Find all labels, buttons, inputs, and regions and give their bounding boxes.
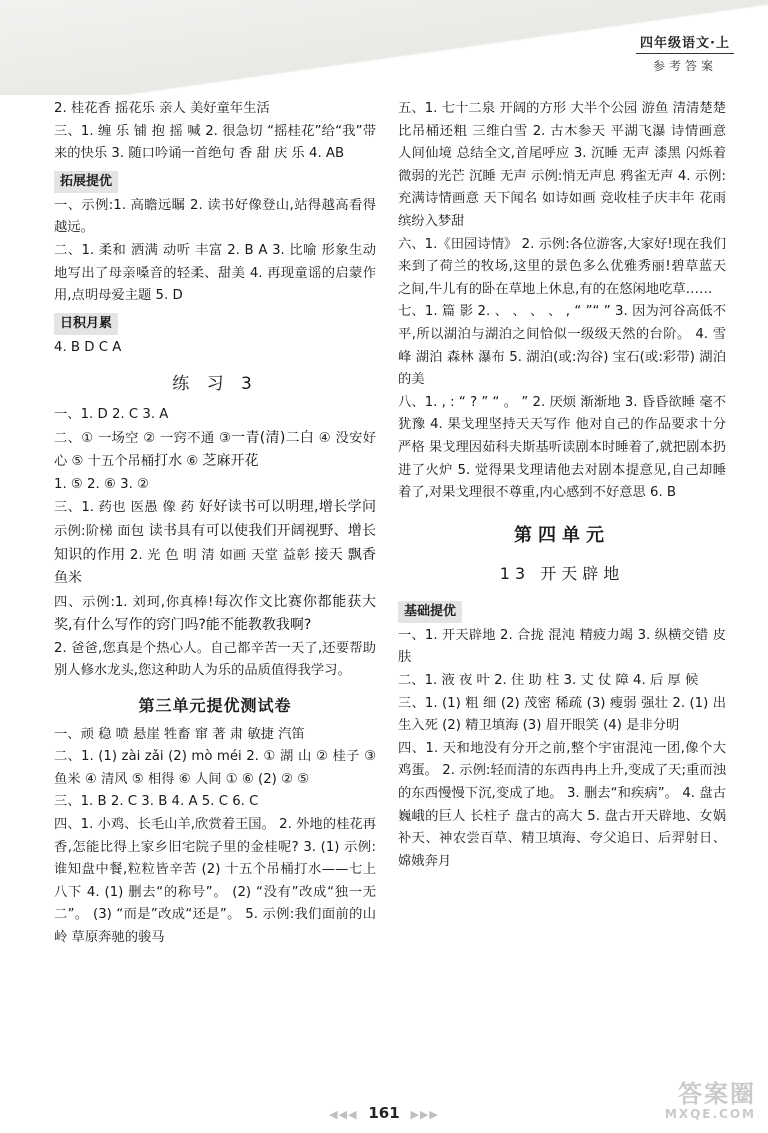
answer-line: 三、1. (1) 粗 细 (2) 茂密 稀疏 (3) 瘦弱 强壮 2. (1) 出生入死 (2) 精卫填海 (3) 眉开眼笑 (4) 是非分明 bbox=[398, 695, 726, 734]
unit-title: 第四单元 bbox=[514, 524, 610, 546]
section-tag-expand: 拓展提优 bbox=[54, 171, 118, 193]
watermark-text: 答案圈 bbox=[678, 1080, 756, 1108]
answer-line: 八、1. , : “ ? ” “ 。 ” 2. 厌烦 渐渐地 3. 昏昏欲睡 毫不犹豫 4. 果戈理坚持天天写作 他对自己的作品要求十分严格 果戈理因茹科夫斯基听读剧本时睡着了,就把剧本扔进了火炉 5. 觉得果戈理请他去对剧本提意见,自己却睡着了,对果戈理很不尊重,内心感到不好意思 6. B bbox=[398, 394, 726, 501]
answer-line: 一、1. D 2. C 3. A bbox=[54, 406, 169, 422]
test-title: 第三单元提优测试卷 bbox=[138, 696, 292, 716]
answer-line: 二、1. 柔和 洒满 动听 丰富 2. B A 3. 比喻 形象生动地写出了母亲嗓音的轻柔、甜美 4. 再现童谣的启蒙作用,点明母爱主题 5. D bbox=[54, 242, 376, 304]
answer-line: 2. 桂花香 摇花乐 亲人 美好童年生活 bbox=[54, 101, 270, 116]
answer-text: ⑥ bbox=[182, 454, 203, 470]
answer-text: 四、示例:1. 刘珂,你真棒! bbox=[54, 594, 214, 610]
exercise-title: 练 习 3 bbox=[172, 374, 258, 395]
prev-arrows-icon: ◀◀◀ bbox=[329, 1108, 358, 1121]
left-column bbox=[54, 98, 376, 950]
answer-line: 四、1. 天和地没有分开之前,整个宇宙混沌一团,像个大鸡蛋。 2. 示例:轻而清的东西冉冉上升,变成了天;重而浊的东西慢慢下沉,变成了地。 3. 删去“和疾病”。 4. 盘古 巍峨的巨人 长柱子 盘古的高大 5. 盘古开天辟地、女娲补天、神农尝百草、精卫填海、夸父追日、后羿射日、嫦娥奔月 bbox=[398, 740, 726, 869]
handwritten-answer: 芝麻开花 bbox=[202, 453, 259, 470]
header bbox=[636, 32, 734, 74]
watermark-url: MXQE.COM bbox=[664, 1107, 756, 1121]
lesson-title: 13 开天辟地 bbox=[499, 564, 625, 584]
right-column bbox=[398, 98, 726, 873]
handwritten-answer: 接天 飘香 鱼米 bbox=[54, 546, 377, 587]
header-subtitle: 参考答案 bbox=[652, 59, 717, 73]
section-tag-daily: 日积月累 bbox=[54, 313, 118, 335]
header-title: 四年级语文·上 bbox=[636, 32, 734, 54]
page-number: 161 bbox=[368, 1104, 400, 1122]
answer-line: 一、顽 稳 喷 悬崖 牲畜 窜 著 肃 敏捷 汽笛 bbox=[54, 726, 305, 742]
answer-line: 五、1. 七十二泉 开阔的方形 大半个公园 游鱼 清清楚楚 比吊桶还粗 三维白雪 2. 古木参天 平湖飞瀑 诗情画意 人间仙境 总结全文,首尾呼应 3. 沉睡 无声 漆黑 闪烁着微弱的光芒 沉睡 无声 示例:悄无声息 鸦雀无声 4. 示例:充满诗情画意 天下闻名 如诗如画 竞收桂子庆丰年 花雨缤纷入梦甜 bbox=[398, 101, 726, 229]
handwritten-answer: 好好读书可以明理,增长学问 bbox=[199, 499, 376, 516]
answer-line: 一、1. 开天辟地 2. 合拢 混沌 精疲力竭 3. 纵横交错 皮肤 bbox=[398, 627, 726, 666]
answer-line: 二、1. 液 夜 叶 2. 住 助 柱 3. 丈 仗 障 4. 后 厚 候 bbox=[398, 673, 699, 689]
answer-line: 一、示例:1. 高瞻远瞩 2. 读书好像登山,站得越高看得越远。 bbox=[54, 197, 376, 236]
answer-line bbox=[54, 496, 376, 590]
answer-line bbox=[54, 591, 376, 638]
answer-text: 示例:阶梯 面包 bbox=[54, 523, 149, 539]
handwritten-answer: 打水 bbox=[154, 453, 183, 470]
handwritten-answer: 一青(清)二白 bbox=[231, 429, 315, 446]
handwritten-answer: 每次作文比赛你都能获大奖,有什么写作的窍门吗?能不能教教我啊? bbox=[54, 593, 376, 634]
answer-line: 三、1. B 2. C 3. B 4. A 5. C 6. C bbox=[54, 794, 259, 810]
answer-text: 三、1. 药也 医愚 像 药 bbox=[54, 500, 200, 516]
answer-line: 四、1. 小鸡、长毛山羊,欣赏着王国。 2. 外地的桂花再香,怎能比得上家乡旧宅院子里的金桂呢? 3. (1) 示例:谁知盘中餐,粒粒皆辛苦 (2) 十五个吊桶打水——七上八下 4. (1) 删去“的称号”。 (2) “没有”改成“独一无二”。 (3) “而是”改成“还是”。 5. 示例:我们面前的山岭 草原奔驰的骏马 bbox=[54, 817, 376, 945]
answer-text: 2. 光 色 明 清 如画 天堂 益彰 bbox=[125, 547, 315, 563]
answer-line: 二、1. (1) zài zǎi (2) mò méi 2. ① 湖 山 ② 桂子 ③ 鱼米 ④ 清风 ⑤ 相得 ⑥ 人间 ① ⑥ (2) ② ⑤ bbox=[54, 749, 376, 787]
answer-line: 2. 爸爸,您真是个热心人。自己都辛苦一天了,还要帮助别人修水龙头,您这种助人为乐的品质值得我学习。 bbox=[54, 640, 376, 679]
watermark-logo bbox=[638, 1081, 756, 1125]
handwritten-answer: 读书具有可以使我们开阔视野、增长知识的作用 bbox=[54, 522, 377, 563]
next-arrows-icon: ▶▶▶ bbox=[410, 1108, 439, 1121]
answer-line bbox=[54, 427, 376, 474]
section-tag-basic: 基础提优 bbox=[398, 601, 462, 623]
answer-line: 六、1.《田园诗情》 2. 示例:各位游客,大家好!现在我们来到了荷兰的牧场,这里的景色多么优雅秀丽!碧草蓝天之间,牛儿有的卧在草地上休息,有的在悠闲地吃草…… bbox=[398, 236, 726, 297]
answer-line: 七、1. 篇 影 2. 、 、 、 、 , “ ”“ ” 3. 因为河谷高低不平,所以湖泊与湖泊之间恰似一级级天然的台阶。 4. 雪峰 湖泊 森林 瀑布 5. 湖泊(或:沟谷) 宝石(或:彩带) 湖泊的美 bbox=[398, 304, 726, 388]
answer-line: 4. B D C A bbox=[54, 339, 122, 355]
answer-line: 三、1. 缠 乐 铺 抱 摇 喊 2. 很急切 “摇桂花”给“我”带来的快乐 3. 随口吟诵一首绝句 香 甜 庆 乐 4. AB bbox=[54, 123, 376, 162]
answer-line: 1. ⑤ 2. ⑥ 3. ② bbox=[54, 476, 149, 492]
answer-text: 二、① 一场空 ② 一窍不通 ③ bbox=[54, 430, 232, 446]
answer-text: ④ 没安好心 ⑤ 十五个吊桶 bbox=[54, 430, 376, 470]
